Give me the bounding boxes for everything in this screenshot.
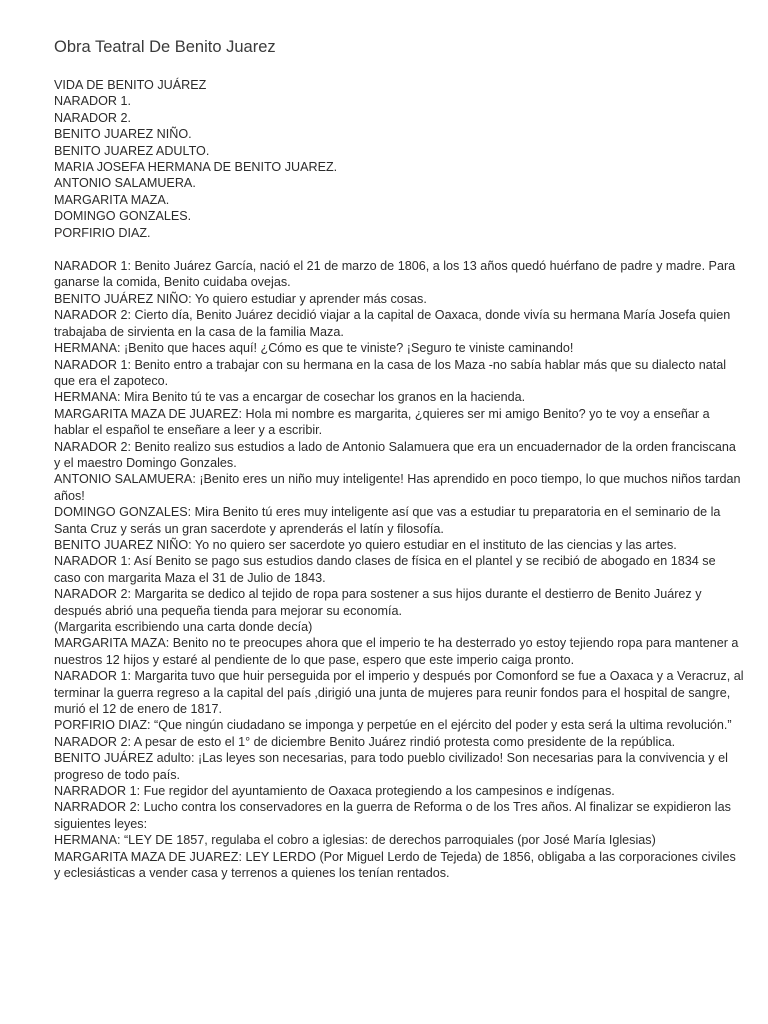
cast-item: PORFIRIO DIAZ. xyxy=(54,225,151,240)
script-paragraph: NARADOR 2: A pesar de esto el 1° de diciembre Benito Juárez rindió protesta como presidente de la república. xyxy=(54,734,676,749)
cast-item: MARIA JOSEFA HERMANA DE BENITO JUAREZ. xyxy=(54,160,338,175)
cast-item: NARADOR 2. xyxy=(54,110,131,125)
script-paragraph: NARADOR 2: Benito realizo sus estudios a lado de Antonio Salamuera que era un encuadernador de la orden franciscana y el maestro Domingo Gonzales. xyxy=(54,439,736,470)
cast-item: DOMINGO GONZALES. xyxy=(54,209,192,224)
script-paragraph: HERMANA: Mira Benito tú te vas a encargar de cosechar los granos en la hacienda. xyxy=(54,390,526,405)
script-paragraph: DOMINGO GONZALES: Mira Benito tú eres muy inteligente así que vas a estudiar tu preparatoria en el seminario de la Santa Cruz y serás un gran sacerdote y aprenderás el latín y filosofía. xyxy=(54,505,721,536)
cast-item: MARGARITA MAZA. xyxy=(54,192,170,207)
script-paragraph: BENITO JUÁREZ NIÑO: Yo quiero estudiar y aprender más cosas. xyxy=(54,291,427,306)
cast-item: BENITO JUAREZ NIÑO. xyxy=(54,127,192,142)
script-paragraph: NARADOR 2: Cierto día, Benito Juárez decidió viajar a la capital de Oaxaca, donde vivía su hermana María Josefa quien trabajaba de sirvienta en la casa de la familia Maza. xyxy=(54,308,731,339)
script-paragraph: MARGARITA MAZA: Benito no te preocupes ahora que el imperio te ha desterrado yo estoy tejiendo ropa para mantener a nuestros 12 hijos y estaré al pendiente de lo que pase, espero que este imperio caiga pronto. xyxy=(54,636,739,667)
cast-list xyxy=(54,77,744,241)
cast-item: BENITO JUAREZ ADULTO. xyxy=(54,143,210,158)
cast-list-heading: VIDA DE BENITO JUÁREZ xyxy=(54,78,207,92)
script-paragraph: NARRADOR 2: Lucho contra los conservadores en la guerra de Reforma o de los Tres años. Al finalizar se expidieron las siguientes leyes: xyxy=(54,800,731,831)
script-paragraph: PORFIRIO DIAZ: “Que ningún ciudadano se imponga y perpetúe en el ejército del poder y esta será la ultima revolución.” xyxy=(54,718,732,733)
cast-item: ANTONIO SALAMUERA. xyxy=(54,176,196,191)
cast-item: NARADOR 1. xyxy=(54,94,131,109)
stage-direction: (Margarita escribiendo una carta donde decía) xyxy=(54,620,313,634)
script-paragraph: NARADOR 1: Margarita tuvo que huir perseguida por el imperio y después por Comonford se fue a Oaxaca y a Veracruz, al terminar la guerra regreso a la capital del país ,dirigió una junta de mujeres para reunir fondos para el hospital de sangre, murió el 12 de enero de 1817. xyxy=(54,669,744,717)
script-paragraph: NARADOR 1: Benito entro a trabajar con su hermana en la casa de los Maza -no sabía hablar más que su dialecto natal que era el zapoteco. xyxy=(54,357,727,388)
script-paragraph: BENITO JUÁREZ adulto: ¡Las leyes son necesarias, para todo pueblo civilizado! Son necesarias para la convivencia y el progreso de todo país. xyxy=(54,751,728,782)
script-paragraph: HERMANA: “LEY DE 1857, regulaba el cobro a iglesias: de derechos parroquiales (por José María Iglesias) xyxy=(54,833,656,848)
script-paragraph: ANTONIO SALAMUERA: ¡Benito eres un niño muy inteligente! Has aprendido en poco tiempo, lo que muchos niños tardan años! xyxy=(54,472,741,503)
script-paragraph: HERMANA: ¡Benito que haces aquí! ¿Cómo es que te viniste? ¡Seguro te viniste caminando! xyxy=(54,341,574,356)
script-paragraph: NARRADOR 1: Fue regidor del ayuntamiento de Oaxaca protegiendo a los campesinos e indígenas. xyxy=(54,784,615,799)
script-paragraph: BENITO JUAREZ NIÑO: Yo no quiero ser sacerdote yo quiero estudiar en el instituto de las ciencias y las artes. xyxy=(54,537,677,552)
script-paragraph: NARADOR 1: Benito Juárez García, nació el 21 de marzo de 1806, a los 13 años quedó huérfano de padre y madre. Para ganarse la comida, Benito cuidaba ovejas. xyxy=(54,259,736,290)
document-title: Obra Teatral De Benito Juarez xyxy=(54,38,276,56)
script-paragraph: NARADOR 1: Así Benito se pago sus estudios dando clases de física en el plantel y se recibió de abogado en 1834 se caso con margarita Maza el 31 de Julio de 1843. xyxy=(54,554,716,585)
document-page xyxy=(54,36,744,882)
script-paragraph: MARGARITA MAZA DE JUAREZ: Hola mi nombre es margarita, ¿quieres ser mi amigo Benito? yo te voy a enseñar a hablar el español te enseñare a leer y a escribir. xyxy=(54,406,710,438)
script-body xyxy=(54,258,744,881)
script-paragraph: NARADOR 2: Margarita se dedico al tejido de ropa para sostener a sus hijos durante el destierro de Benito Juárez y después abrió una pequeña tienda para mejorar su economía. xyxy=(54,587,702,618)
script-paragraph: MARGARITA MAZA DE JUAREZ: LEY LERDO (Por Miguel Lerdo de Tejeda) de 1856, obligaba a las corporaciones civiles y eclesiásticas a vender casa y terrenos a quienes los tenían rentados. xyxy=(54,849,736,881)
